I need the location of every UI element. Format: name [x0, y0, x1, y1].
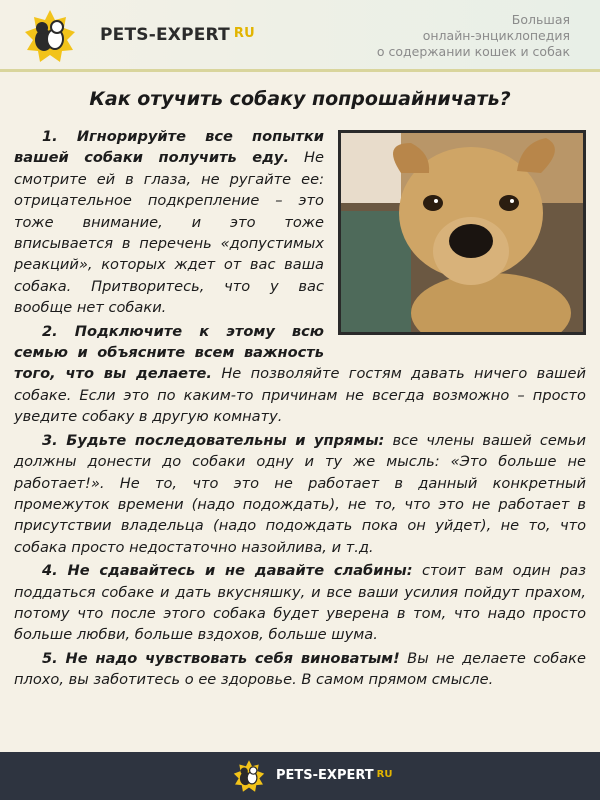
tagline-line: Большая [511, 12, 570, 27]
article-body [14, 126, 586, 693]
article-title: Как отучить собаку попрошайничать? [89, 88, 511, 110]
list-item [14, 321, 586, 428]
dog-photo [338, 130, 586, 335]
site-footer [0, 752, 600, 800]
brand-name: PETS-EXPERT [100, 25, 230, 45]
footer-brand-name: PETS-EXPERT [276, 768, 374, 783]
list-item [14, 430, 586, 558]
item-heading: 5. Не надо чувствовать себя виноватым! [42, 649, 400, 667]
footer-brand[interactable] [276, 768, 392, 783]
footer-logo-icon[interactable] [232, 759, 266, 793]
item-heading: 2. Подключите к этому всю семью и объясните всем важность того, что вы делаете. [14, 322, 324, 383]
brand-suffix: RU [233, 26, 255, 41]
logo-icon[interactable] [22, 8, 78, 64]
site-brand[interactable] [100, 25, 255, 45]
site-tagline [377, 12, 570, 60]
tagline-line: онлайн-энциклопедия [422, 28, 570, 43]
item-heading: 4. Не сдавайтесь и не давайте слабины: [42, 562, 413, 580]
site-header [0, 0, 600, 72]
item-heading: 1. Игнорируйте все попытки вашей собаки получить еду. [14, 128, 324, 167]
item-text: Вы не делаете собаке плохо, вы заботитесь о ее здоровье. В самом прямом смысле. [14, 649, 586, 689]
item-text: стоит вам один раз поддаться собаке и дать вкусняшку, и все ваши усилия пойдут прахом, потому что после этого собака будет уверена в том, что надо просто больше любви, больше вздохов, больше шума. [14, 562, 587, 644]
list-item [14, 560, 586, 646]
footer-brand-suffix: RU [376, 769, 393, 780]
item-heading: 3. Будьте последовательны и упрямы: [42, 431, 385, 449]
item-text: Не позволяйте гостям давать ничего вашей собаке. Если это по каким-то причинам не всегда возможно – просто уведите собаку в другую комнату. [14, 365, 586, 426]
list-item [14, 648, 586, 691]
item-text: все члены вашей семьи должны донести до собаки одну и ту же мысль: «Это больше не работает!». Не то, что это не работает в данный конкретный промежуток времени (надо подождать), не то, что это не работает в присутствии владельца (надо подождать пока он уйдет), не то, что собака просто недостаточно назойлива, и т.д. [14, 431, 586, 556]
item-text: Не смотрите ей в глаза, не ругайте ее: отрицательное подкрепление – это тоже внимание, и это тоже вписывается в перечень «допустимых реакций», которых ждет от вас ваша собака. Притворитесь, что у вас вообще нет собаки. [14, 149, 324, 317]
tagline-line: о содержании кошек и собак [376, 44, 570, 59]
